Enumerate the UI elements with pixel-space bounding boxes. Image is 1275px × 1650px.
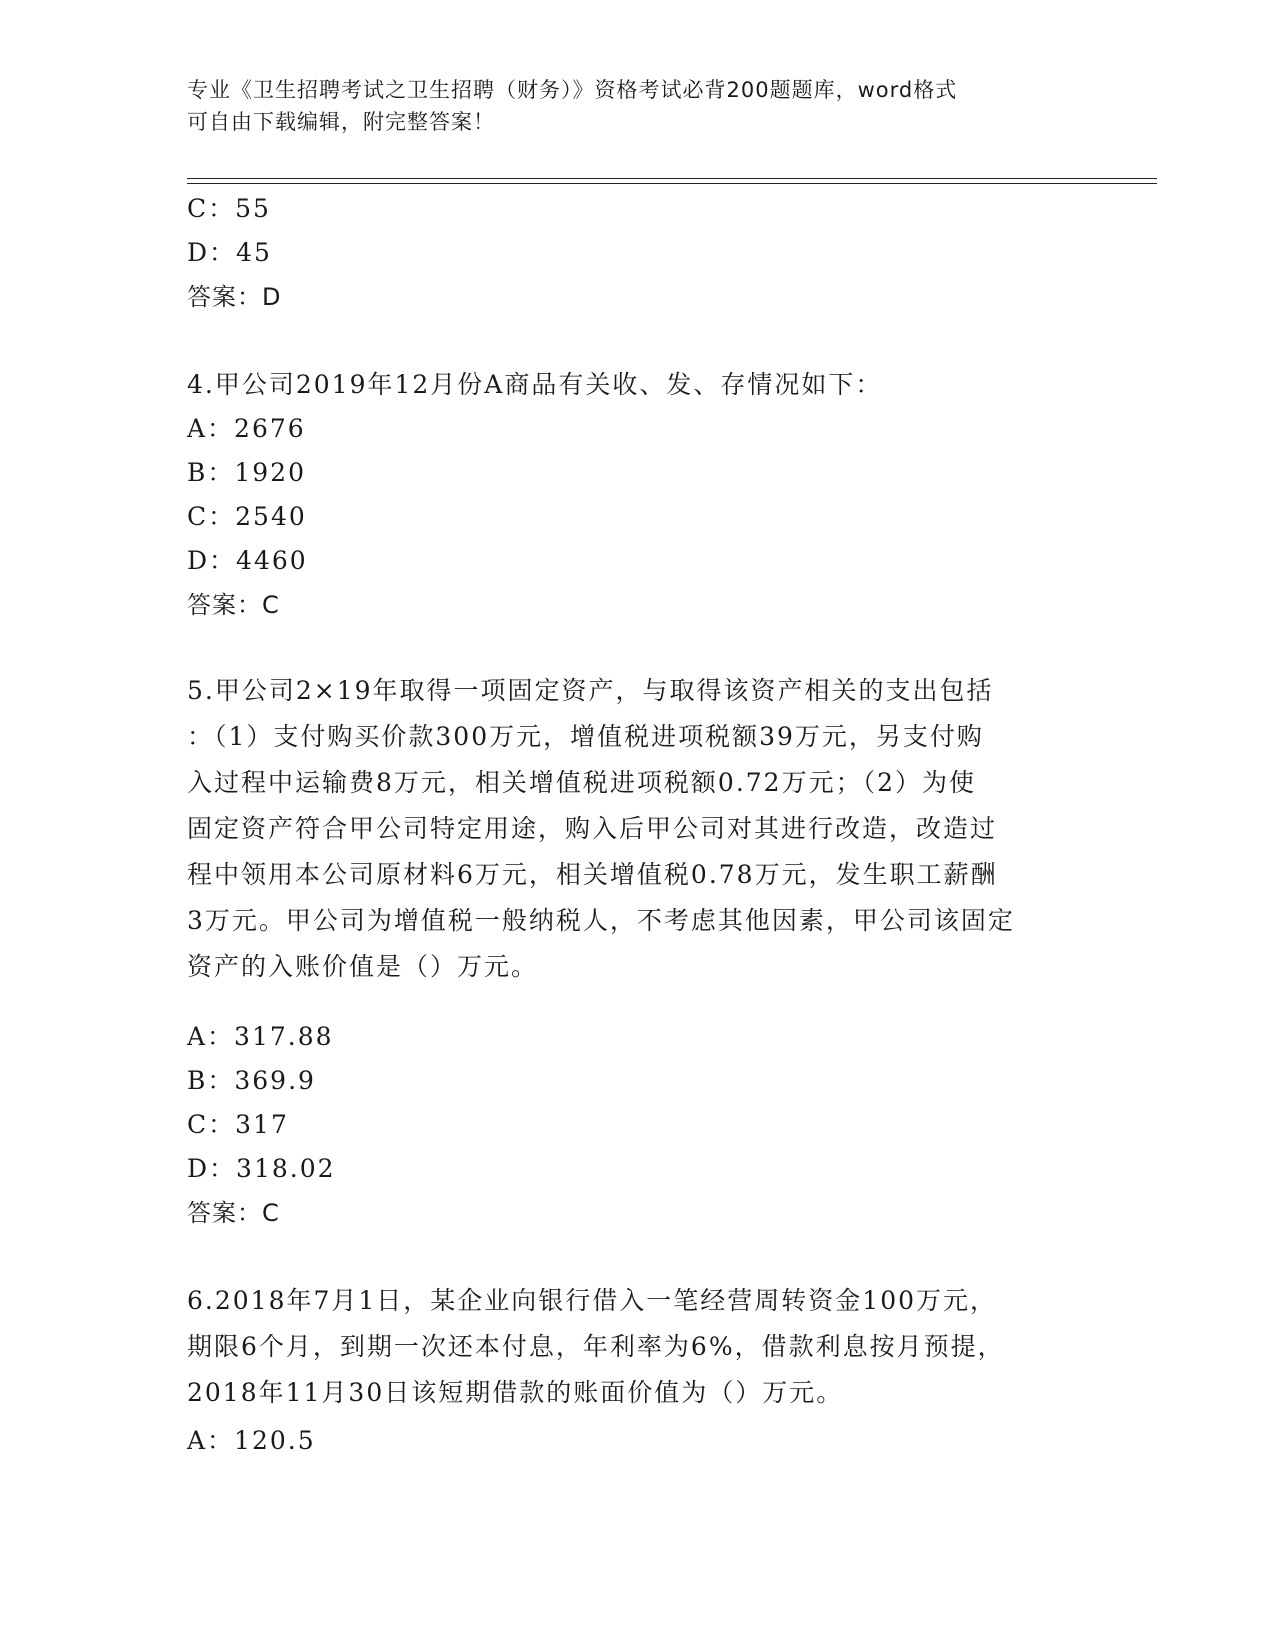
q4-stem: 4.甲公司2019年12月份A商品有关收、发、存情况如下： xyxy=(187,370,883,399)
q3-option-d: D：45 xyxy=(187,238,272,267)
header-divider-bottom xyxy=(187,183,1157,184)
q5-stem-line: ：（1）支付购买价款300万元，增值税进项税额39万元，另支付购 xyxy=(187,722,984,751)
q6-stem xyxy=(187,1278,1087,1416)
q5-option-b: B：369.9 xyxy=(187,1066,316,1095)
document-header xyxy=(187,74,1067,138)
q5-option-c: C：317 xyxy=(187,1110,289,1139)
header-divider-top xyxy=(187,178,1157,179)
header-title-line-1: 专业《卫生招聘考试之卫生招聘（财务）》资格考试必背200题题库，word格式 xyxy=(187,78,958,102)
q3-option-c: C：55 xyxy=(187,194,271,223)
q4-answer: 答案：C xyxy=(187,591,280,619)
q4-option-a: A：2676 xyxy=(187,414,306,443)
q6-stem-line: 2018年11月30日该短期借款的账面价值为（）万元。 xyxy=(187,1378,844,1407)
q5-stem xyxy=(187,668,1087,990)
q5-stem-line: 资产的入账价值是（）万元。 xyxy=(187,952,539,981)
q5-answer: 答案：C xyxy=(187,1199,280,1227)
q6-stem-line: 6.2018年7月1日，某企业向银行借入一笔经营周转资金100万元， xyxy=(187,1286,998,1315)
q5-stem-line: 入过程中运输费8万元，相关增值税进项税额0.72万元；（2）为使 xyxy=(187,768,976,797)
q5-option-d: D：318.02 xyxy=(187,1154,336,1183)
q5-stem-line: 5.甲公司2×19年取得一项固定资产，与取得该资产相关的支出包括 xyxy=(187,676,994,705)
q5-stem-line: 3万元。甲公司为增值税一般纳税人，不考虑其他因素，甲公司该固定 xyxy=(187,906,1015,935)
q4-option-c: C：2540 xyxy=(187,502,307,531)
q4-option-b: B：1920 xyxy=(187,458,306,487)
q5-stem-line: 固定资产符合甲公司特定用途，购入后甲公司对其进行改造，改造过 xyxy=(187,814,998,843)
q3-answer: 答案：D xyxy=(187,283,282,311)
q5-option-a: A：317.88 xyxy=(187,1022,334,1051)
q6-option-a: A：120.5 xyxy=(187,1426,316,1455)
q5-stem-line: 程中领用本公司原材料6万元，相关增值税0.78万元，发生职工薪酬 xyxy=(187,860,998,889)
q4-option-d: D：4460 xyxy=(187,546,308,575)
header-title-line-2: 可自由下载编辑，附完整答案！ xyxy=(187,110,495,134)
q6-stem-line: 期限6个月，到期一次还本付息，年利率为6%，借款利息按月预提， xyxy=(187,1332,1005,1361)
